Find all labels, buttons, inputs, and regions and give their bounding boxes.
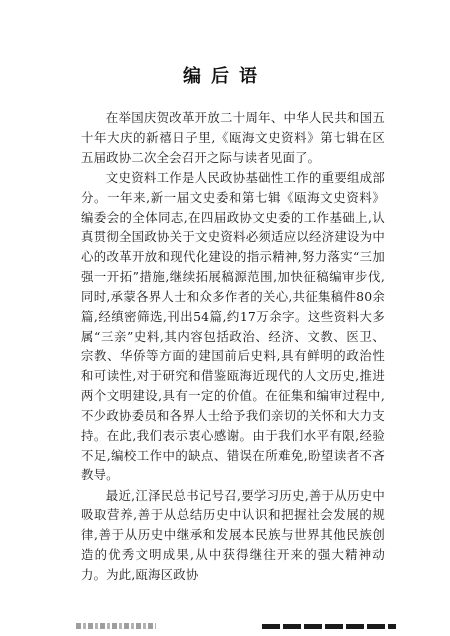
scan-artifact-right bbox=[262, 624, 396, 629]
page-title: 编后语 bbox=[183, 66, 267, 87]
paragraph-3: 最近,江泽民总书记号召,要学习历史,善于从历史中吸取营养,善于从总结历史中认识和把握社会发展的规律,善于从历史中继承和发展本民族与世界其他民族创造的优秀文明成果,从中获得继往开来的强大精神动力。为此,瓯海区政协 bbox=[81, 487, 385, 582]
scan-artifact-left bbox=[76, 623, 156, 629]
document-body bbox=[81, 108, 385, 585]
paragraph-1: 在举国庆贺改革开放二十周年、中华人民共和国五十年大庆的新禧日子里,《瓯海文史资料》第七辑在区五届政协二次全会召开之际与读者见面了。 bbox=[81, 110, 385, 165]
paragraph-2: 文史资料工作是人民政协基础性工作的重要组成部分。一年来,新一届文史委和第七辑《瓯海文史资料》编委会的全体同志,在四届政协文史委的工作基础上,认真贯彻全国政协关于文史资料必须适应以经济建设为中心的改革开放和现代化建设的指示精神,努力落实“三加强一开拓”措施,继续拓展稿源范围,加快征稿编审步伐,同时,承蒙各界人士和众多作者的关心,共征集稿件80余篇,经缜密筛选,刊出54篇,约17万余字。这些资料大多属“三亲”史料,其内容包括政治、经济、文教、医卫、宗教、华侨等方面的建国前后史料,具有鲜明的政治性和可读性,对于研究和借鉴瓯海近现代的人文历史,推进两个文明建设,具有一定的价值。在征集和编审过程中,不少政协委员和各界人士给予我们亲切的关怀和大力支持。在此,我们表示衷心感谢。由于我们水平有限,经验不足,编校工作中的缺点、错误在所难免,盼望读者不吝教导。 bbox=[81, 169, 385, 483]
